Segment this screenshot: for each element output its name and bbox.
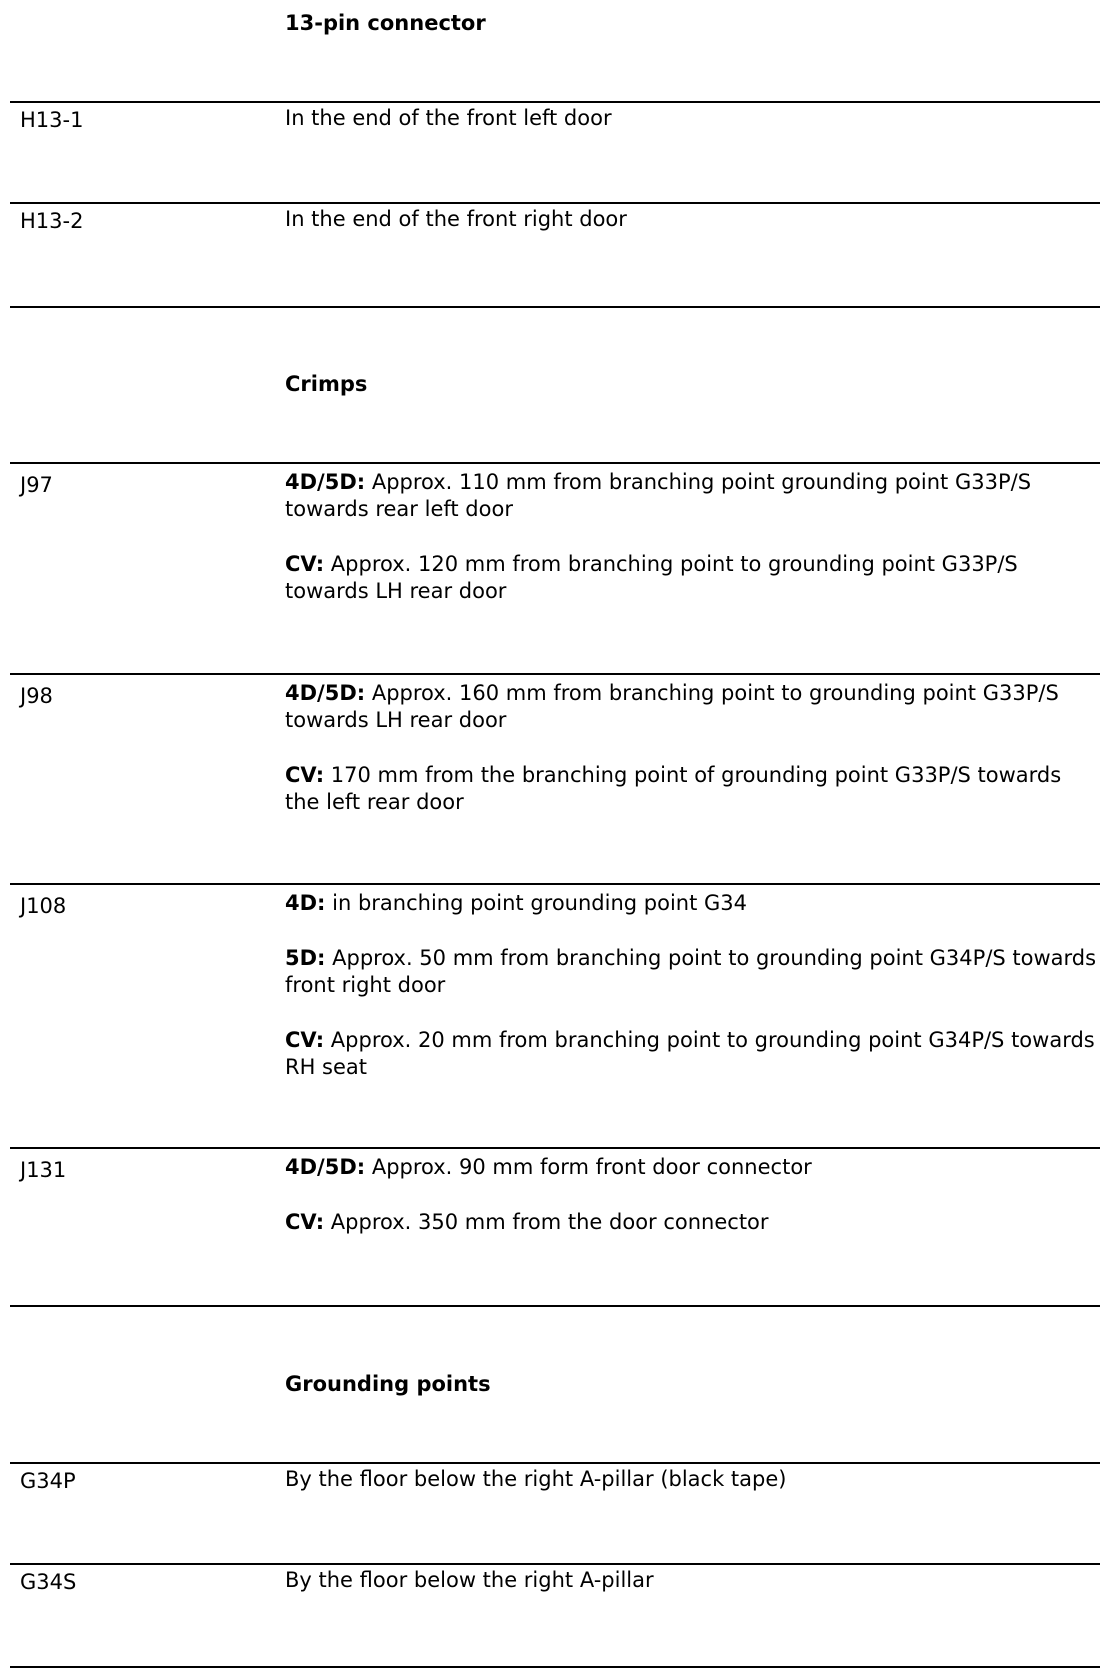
section-divider (10, 1305, 1100, 1307)
para-text: By the floor below the right A-pillar (285, 1568, 654, 1592)
para-text: Approx. 50 mm from branching point to grounding point G34P/S towards front right door (285, 946, 1097, 997)
para-text: Approx. 160 mm from branching point to grounding point G33P/S towards LH rear door (285, 681, 1059, 732)
row-divider (10, 883, 1100, 885)
variant-tag: CV: (285, 763, 325, 787)
para-text: Approx. 350 mm from the door connector (324, 1210, 769, 1234)
row-description (285, 890, 1100, 1081)
row-divider (10, 101, 1100, 103)
para-text: Approx. 20 mm from branching point to grounding point G34P/S towards RH seat (285, 1028, 1095, 1079)
row-divider (10, 1563, 1100, 1565)
row-description (285, 680, 1100, 816)
row-code: J131 (20, 1158, 67, 1182)
variant-tag: 4D/5D: (285, 681, 366, 705)
row-description (285, 206, 1100, 233)
variant-tag: CV: (285, 552, 325, 576)
row-divider (10, 1147, 1100, 1149)
section-heading: Crimps (285, 372, 368, 396)
para-text: Approx. 110 mm from branching point grounding point G33P/S towards rear left door (285, 470, 1032, 521)
para-text: in branching point grounding point G34 (325, 891, 748, 915)
row-description (285, 105, 1100, 132)
row-divider (10, 673, 1100, 675)
para-text: Approx. 120 mm from branching point to grounding point G33P/S towards LH rear door (285, 552, 1018, 603)
row-divider (10, 462, 1100, 464)
row-description (285, 1154, 1100, 1236)
row-code: G34S (20, 1570, 77, 1594)
para-text: Approx. 90 mm form front door connector (365, 1155, 812, 1179)
variant-tag: 4D: (285, 891, 326, 915)
row-divider (10, 202, 1100, 204)
variant-tag: 5D: (285, 946, 326, 970)
variant-tag: 4D/5D: (285, 1155, 366, 1179)
section-divider (10, 306, 1100, 308)
row-code: H13-2 (20, 209, 84, 233)
row-code: J108 (20, 894, 67, 918)
row-code: J98 (20, 684, 53, 708)
variant-tag: 4D/5D: (285, 470, 366, 494)
variant-tag: CV: (285, 1028, 325, 1052)
row-description (285, 1466, 1100, 1493)
section-heading: 13-pin connector (285, 11, 486, 35)
row-code: G34P (20, 1469, 76, 1493)
row-divider (10, 1462, 1100, 1464)
row-description (285, 469, 1100, 605)
variant-tag: CV: (285, 1210, 325, 1234)
para-text: 170 mm from the branching point of grounding point G33P/S towards the left rear door (285, 763, 1062, 814)
row-code: H13-1 (20, 108, 84, 132)
row-code: J97 (20, 473, 53, 497)
para-text: In the end of the front right door (285, 207, 627, 231)
para-text: By the floor below the right A-pillar (black tape) (285, 1467, 787, 1491)
section-heading: Grounding points (285, 1372, 491, 1396)
row-description (285, 1567, 1100, 1594)
para-text: In the end of the front left door (285, 106, 612, 130)
table-bottom-line (10, 1666, 1100, 1668)
